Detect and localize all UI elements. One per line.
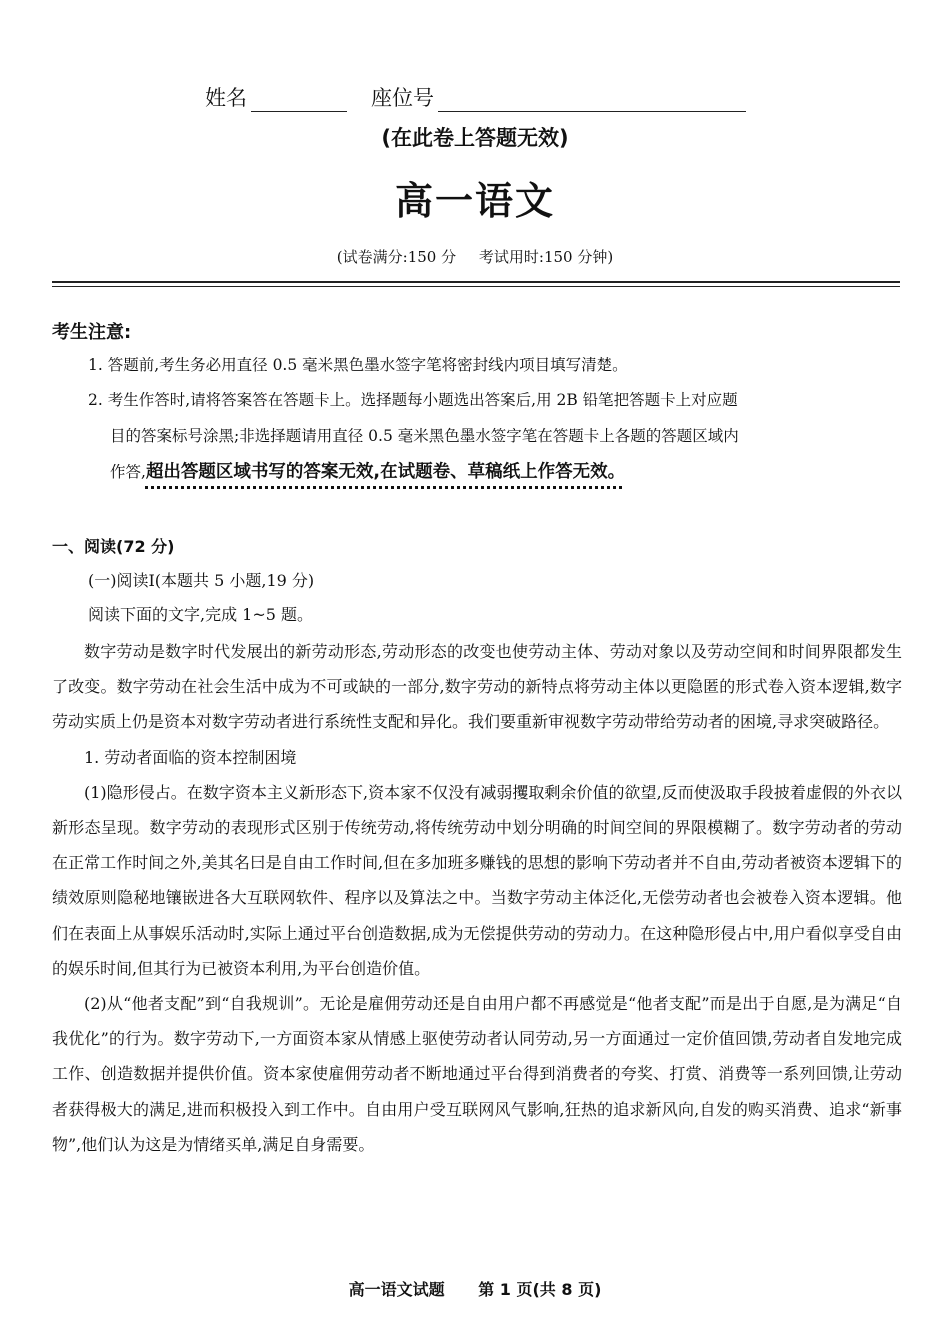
section-heading: 一、阅读(72 分) <box>52 537 175 556</box>
footer-page-number: 第 1 页(共 8 页) <box>478 1280 602 1299</box>
page-footer <box>0 1277 950 1300</box>
notice-item-2-prefix: 作答, <box>110 463 146 481</box>
passage-paragraph-1: 数字劳动是数字时代发展出的新劳动形态,劳动形态的改变也使劳动主体、劳动对象以及劳动空间和时间界限都发生了改变。数字劳动在社会生活中成为不可或缺的一部分,数字劳动的新特点将劳动主体以更隐匿的形式卷入资本逻辑,数字劳动实质上仍是资本对数字劳动者进行系统性支配和异化。我们要重新审视数字劳动带给劳动者的困境,寻求突破路径。 <box>52 642 902 732</box>
notice-item-1: 1. 答题前,考生务必用直径 0.5 毫米黑色墨水签字笔将密封线内项目填写清楚。 <box>88 356 628 374</box>
notice-item-2-line-1: 2. 考生作答时,请将答案答在答题卡上。选择题每小题选出答案后,用 2B 铅笔把答题卡上对应题 <box>88 391 738 409</box>
name-blank <box>251 89 347 112</box>
header-rule-thin <box>52 286 900 287</box>
notice-item-2-line-2: 目的答案标号涂黑;非选择题请用直径 0.5 毫米黑色墨水签字笔在答题卡上各题的答题区域内 <box>110 427 739 445</box>
passage <box>52 634 902 1162</box>
full-score: (试卷满分:150 分 <box>336 248 457 266</box>
sub-section-heading: (一)阅读Ⅰ(本题共 5 小题,19 分) <box>88 571 315 590</box>
student-info-line <box>205 82 765 112</box>
name-label: 姓名 <box>205 86 247 110</box>
header-rule-thick <box>52 281 900 283</box>
notice-item-2-line-3 <box>110 460 625 484</box>
reading-instruction: 阅读下面的文字,完成 1~5 题。 <box>88 605 314 624</box>
notice-heading: 考生注意: <box>52 322 132 343</box>
seat-label: 座位号 <box>371 86 434 110</box>
invalid-note: (在此卷上答题无效) <box>381 126 569 150</box>
passage-paragraph-2: (1)隐形侵占。在数字资本主义新形态下,资本家不仅没有减弱攫取剩余价值的欲望,反而使汲取手段披着虚假的外衣以新形态呈现。数字劳动的表现形式区别于传统劳动,将传统劳动中划分明确的时间空间的界限模糊了。数字劳动者的劳动在正常工作时间之外,美其名曰是自由工作时间,但在多加班多赚钱的思想的影响下劳动者并不自由,劳动者被资本逻辑下的绩效原则隐秘地镶嵌进各大互联网软件、程序以及算法之中。当数字劳动主体泛化,无偿劳动者也会被卷入资本逻辑。他们在表面上从事娱乐活动时,实际上通过平台创造数据,成为无偿提供劳动的劳动力。在这种隐形侵占中,用户看似享受自由的娱乐时间,但其行为已被资本利用,为平台创造价值。 <box>52 782 902 978</box>
time-limit: 考试用时:150 分钟) <box>478 248 614 266</box>
exam-title: 高一语文 <box>394 178 555 223</box>
passage-subheading-1: 1. 劳动者面临的资本控制困境 <box>84 747 297 767</box>
exam-meta <box>0 246 950 267</box>
footer-subject: 高一语文试题 <box>348 1280 445 1299</box>
passage-paragraph-3: (2)从“他者支配”到“自我规训”。无论是雇佣劳动还是自由用户都不再感觉是“他者支配”而是出于自愿,是为满足“自我优化”的行为。数字劳动下,一方面资本家从情感上驱使劳动者认同劳动,另一方面通过一定价值回馈,劳动者自发地完成工作、创造数据并提供价值。资本家使雇佣劳动者不断地通过平台得到消费者的夸奖、打赏、消费等一系列回馈,让劳动者获得极大的满足,进而积极投入到工作中。自由用户受互联网风气影响,狂热的追求新风向,自发的购买消费、追求“新事物”,他们认为这是为情绪买单,满足自身需要。 <box>52 994 902 1154</box>
seat-blank <box>438 89 746 112</box>
notice-emphasis: 超出答题区域书写的答案无效,在试题卷、草稿纸上作答无效。 <box>145 462 626 482</box>
